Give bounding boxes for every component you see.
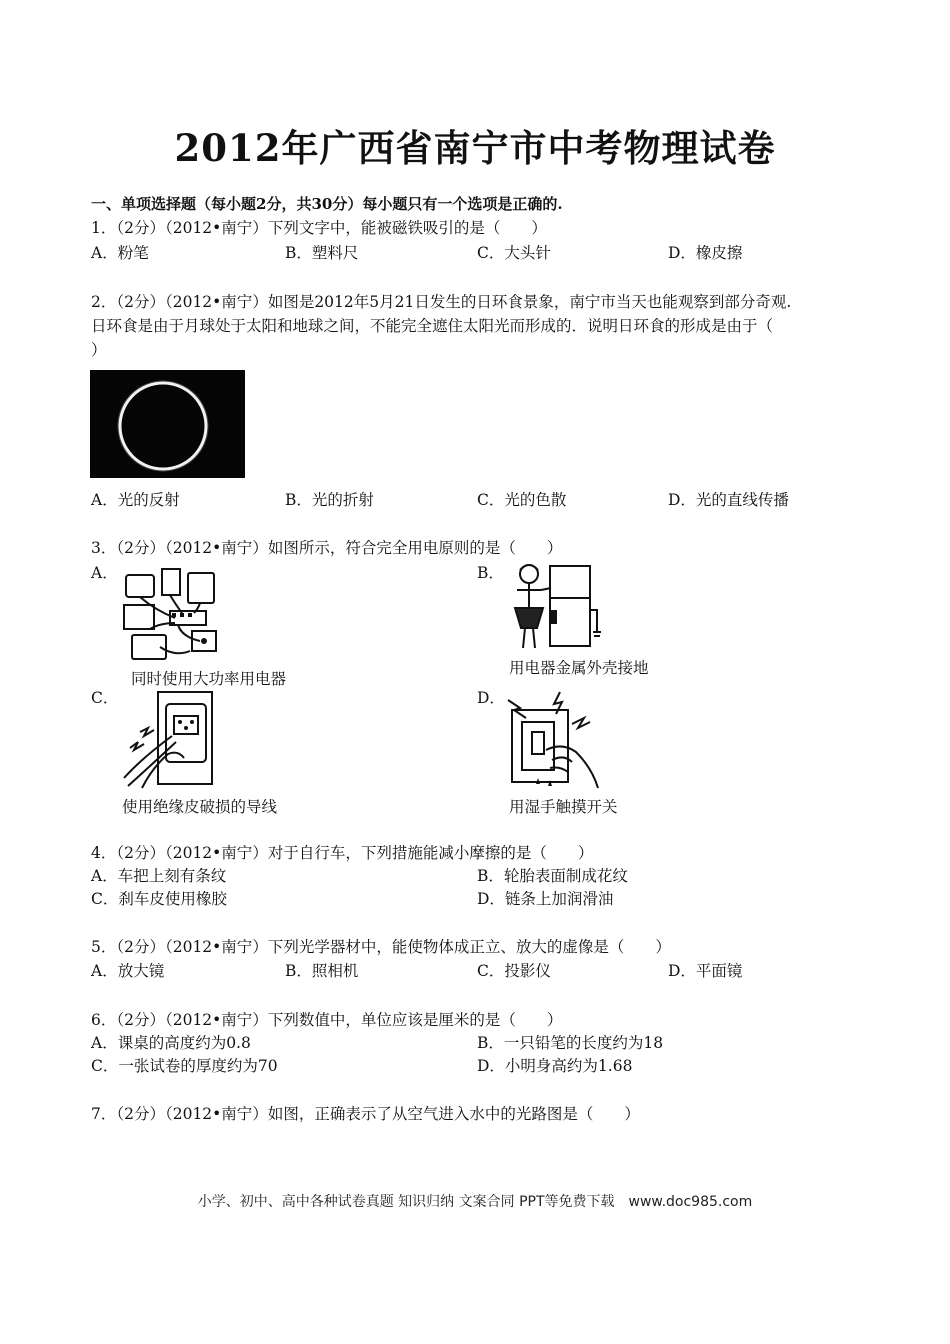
section-heading: 一、单项选择题（每小题2分，共30分）每小题只有一个选项是正确的. <box>91 195 563 213</box>
page-footer: 小学、初中、高中各种试卷真题 知识归纳 文案合同 PPT等免费下载 www.doc985.com <box>197 1194 753 1210</box>
question-3-option-d: D． <box>477 689 505 707</box>
question-2-option-a: A．光的反射 <box>91 491 180 509</box>
question-6-option-d: D．小明身高约为1.68 <box>477 1057 633 1075</box>
question-3-stem: 3．（2分）（2012•南宁）如图所示，符合完全用电原则的是（ ） <box>91 539 563 557</box>
question-4-option-b: B．轮胎表面制成花纹 <box>477 867 628 885</box>
appliances-illustration <box>120 565 230 665</box>
question-1-option-c: C．大头针 <box>477 244 551 262</box>
question-4-option-d: D．链条上加润滑油 <box>477 890 614 908</box>
question-4-option-a: A．车把上刻有条纹 <box>91 867 227 885</box>
girl-fridge-illustration <box>505 560 615 660</box>
question-3-option-a: A． <box>91 564 118 582</box>
question-5-option-c: C．投影仪 <box>477 962 551 980</box>
question-4-option-c: C．刹车皮使用橡胶 <box>91 890 227 908</box>
page-title: 2012年广西省南宁市中考物理试卷 <box>174 126 776 170</box>
question-3-caption-b: 用电器金属外壳接地 <box>509 659 649 677</box>
eclipse-image <box>90 370 245 478</box>
question-6-option-b: B．一只铅笔的长度约为18 <box>477 1034 664 1052</box>
question-6-option-c: C．一张试卷的厚度约为70 <box>91 1057 278 1075</box>
question-5-stem: 5．（2分）（2012•南宁）下列光学器材中，能使物体成正立、放大的虚像是（ ） <box>91 938 671 956</box>
question-5-option-a: A．放大镜 <box>91 962 165 980</box>
wet-hand-switch-illustration <box>506 688 606 794</box>
question-2-option-c: C．光的色散 <box>477 491 567 509</box>
question-4-stem: 4．（2分）（2012•南宁）对于自行车，下列措施能减小摩擦的是（ ） <box>91 844 594 862</box>
question-5-option-b: B．照相机 <box>285 962 359 980</box>
question-6-option-a: A．课桌的高度约为0.8 <box>91 1034 251 1052</box>
question-3-caption-d: 用湿手触摸开关 <box>509 798 618 816</box>
question-2-option-d: D．光的直线传播 <box>668 491 789 509</box>
question-7-stem: 7．（2分）（2012•南宁）如图，正确表示了从空气进入水中的光路图是（ ） <box>91 1105 640 1123</box>
damaged-wire-illustration <box>122 688 217 794</box>
question-3-caption-a: 同时使用大功率用电器 <box>131 670 287 688</box>
question-1-option-d: D．橡皮擦 <box>668 244 743 262</box>
question-2-stem-line-1: 2．（2分）（2012•南宁）如图是2012年5月21日发生的日环食景象，南宁市当天也能观察到部分奇观. <box>91 293 792 311</box>
question-3-caption-c: 使用绝缘皮破损的导线 <box>122 798 278 816</box>
question-2-option-b: B．光的折射 <box>285 491 374 509</box>
question-2-stem-line-2: 日环食是由于月球处于太阳和地球之间，不能完全遮住太阳光而形成的．说明日环食的形成是由于（ <box>91 317 774 335</box>
question-3-option-c: C． <box>91 689 119 707</box>
question-6-stem: 6．（2分）（2012•南宁）下列数值中，单位应该是厘米的是（ ） <box>91 1011 563 1029</box>
question-1-stem: 1．（2分）（2012•南宁）下列文字中，能被磁铁吸引的是（ ） <box>91 219 547 237</box>
question-3-option-b: B． <box>477 564 504 582</box>
question-5-option-d: D．平面镜 <box>668 962 743 980</box>
question-2-stem-line-3: ） <box>91 341 107 359</box>
question-1-option-a: A．粉笔 <box>91 244 149 262</box>
question-1-option-b: B．塑料尺 <box>285 244 359 262</box>
